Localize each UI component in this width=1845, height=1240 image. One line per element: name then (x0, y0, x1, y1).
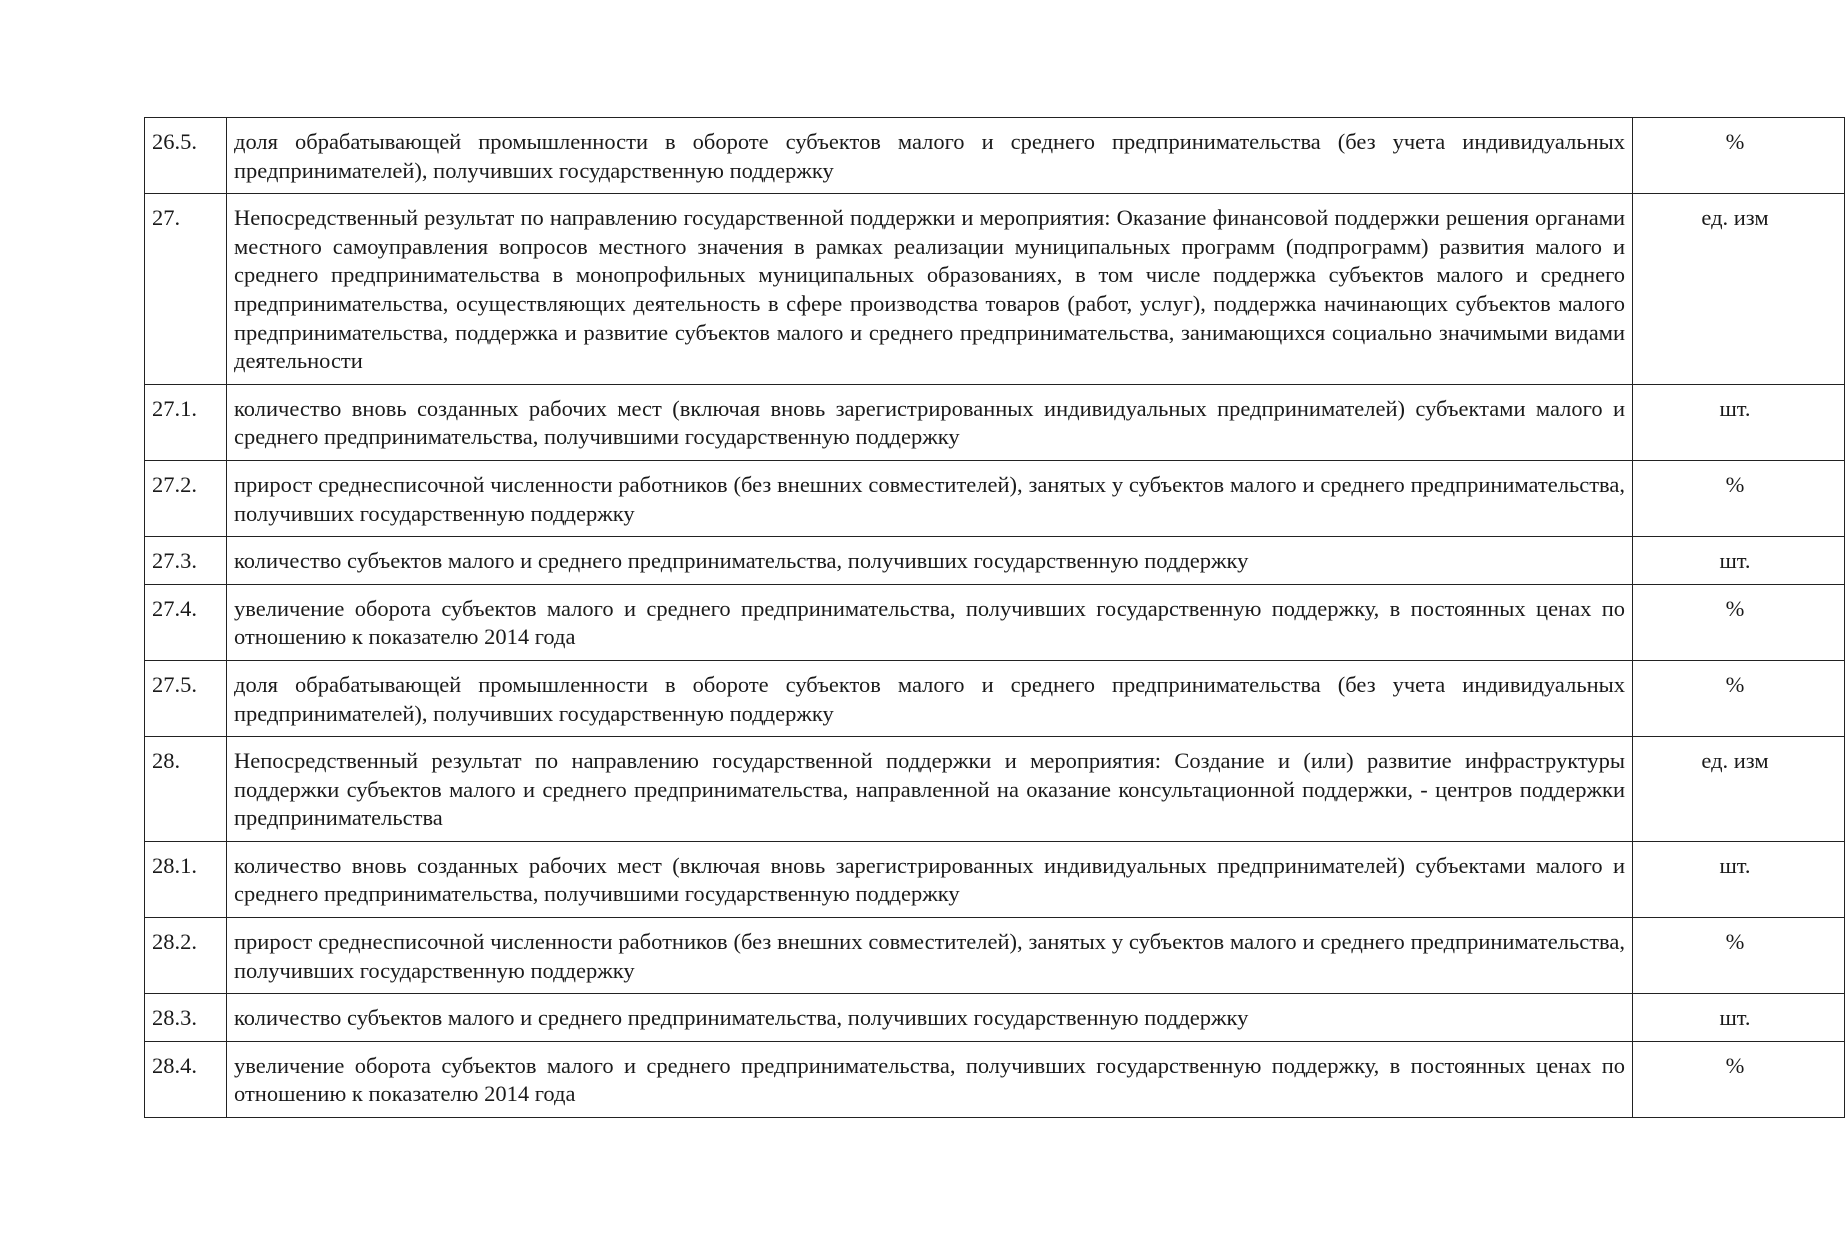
row-number: 27.3. (145, 537, 227, 585)
row-unit-label: шт. (1719, 1005, 1751, 1031)
table-row (145, 460, 1845, 536)
row-description: количество вновь созданных рабочих мест (включая вновь зарегистрированных индивидуальных предпринимателей) субъектами малого и среднего предпринимательства, получившими государственную поддержку (227, 841, 1633, 917)
row-number: 27. (145, 194, 227, 385)
table-row (145, 660, 1845, 736)
row-number: 28.1. (145, 841, 227, 917)
row-number: 28.3. (145, 994, 227, 1042)
row-unit-label: шт. (1719, 395, 1751, 421)
row-unit (1633, 918, 1845, 994)
row-description: количество субъектов малого и среднего предпринимательства, получивших государственную поддержку (227, 537, 1633, 585)
row-unit-label: шт. (1719, 548, 1751, 574)
row-number: 27.1. (145, 384, 227, 460)
row-unit-label: % (1725, 595, 1745, 621)
row-description: прирост среднесписочной численности работников (без внешних совместителей), занятых у субъектов малого и среднего предпринимательства, получивших государственную поддержку (227, 460, 1633, 536)
row-unit (1633, 994, 1845, 1042)
row-description: увеличение оборота субъектов малого и среднего предпринимательства, получивших государственную поддержку, в постоянных ценах по отношению к показателю 2014 года (227, 1041, 1633, 1117)
row-number: 27.2. (145, 460, 227, 536)
table-row (145, 918, 1845, 994)
table-row (145, 537, 1845, 585)
table-row (145, 1041, 1845, 1117)
table-row (145, 384, 1845, 460)
row-number: 28.2. (145, 918, 227, 994)
row-unit (1633, 1041, 1845, 1117)
row-description: количество субъектов малого и среднего предпринимательства, получивших государственную поддержку (227, 994, 1633, 1042)
row-unit (1633, 118, 1845, 194)
table-row (145, 194, 1845, 385)
row-description: Непосредственный результат по направлению государственной поддержки и мероприятия: Оказание финансовой поддержки решения органами местного самоуправления вопросов местного значения в рамках реализации муниципальных программ (подпрограмм) развития малого и среднего предпринимательства в монопрофильных муниципальных образованиях, в том числе поддержка субъектов малого и среднего предпринимательства, осуществляющих деятельность в сфере производства товаров (работ, услуг), поддержка начинающих субъектов малого предпринимательства, поддержка и развитие субъектов малого и среднего предпринимательства, занимающихся социально значимыми видами деятельности (227, 194, 1633, 385)
row-description: доля обрабатывающей промышленности в обороте субъектов малого и среднего предпринимательства (без учета индивидуальных предпринимателей), получивших государственную поддержку (227, 660, 1633, 736)
row-number: 26.5. (145, 118, 227, 194)
table-row (145, 737, 1845, 842)
row-number: 27.4. (145, 584, 227, 660)
row-unit-label: ед. изм (1701, 205, 1769, 231)
row-number: 28.4. (145, 1041, 227, 1117)
row-unit-label: % (1725, 1052, 1745, 1078)
row-description: количество вновь созданных рабочих мест (включая вновь зарегистрированных индивидуальных предпринимателей) субъектами малого и среднего предпринимательства, получившими государственную поддержку (227, 384, 1633, 460)
row-unit (1633, 660, 1845, 736)
row-unit-label: ед. изм (1701, 748, 1769, 774)
row-description: прирост среднесписочной численности работников (без внешних совместителей), занятых у субъектов малого и среднего предпринимательства, получивших государственную поддержку (227, 918, 1633, 994)
table-row (145, 584, 1845, 660)
row-unit (1633, 737, 1845, 842)
table-row (145, 118, 1845, 194)
row-unit-label: % (1725, 929, 1745, 955)
row-unit (1633, 460, 1845, 536)
table-row (145, 994, 1845, 1042)
row-unit-label: шт. (1719, 852, 1751, 878)
indicators-table (144, 117, 1845, 1118)
row-unit (1633, 584, 1845, 660)
row-unit (1633, 841, 1845, 917)
row-description: Непосредственный результат по направлению государственной поддержки и мероприятия: Создание и (или) развитие инфраструктуры поддержки субъектов малого и среднего предпринимательства, направленной на оказание консультационной поддержки, - центров поддержки предпринимательства (227, 737, 1633, 842)
row-description: увеличение оборота субъектов малого и среднего предпринимательства, получивших государственную поддержку, в постоянных ценах по отношению к показателю 2014 года (227, 584, 1633, 660)
row-number: 28. (145, 737, 227, 842)
row-unit-label: % (1725, 671, 1745, 697)
row-unit-label: % (1725, 471, 1745, 497)
row-unit (1633, 384, 1845, 460)
row-number: 27.5. (145, 660, 227, 736)
row-unit (1633, 194, 1845, 385)
row-unit (1633, 537, 1845, 585)
table-row (145, 841, 1845, 917)
row-description: доля обрабатывающей промышленности в обороте субъектов малого и среднего предпринимательства (без учета индивидуальных предпринимателей), получивших государственную поддержку (227, 118, 1633, 194)
row-unit-label: % (1725, 129, 1745, 154)
